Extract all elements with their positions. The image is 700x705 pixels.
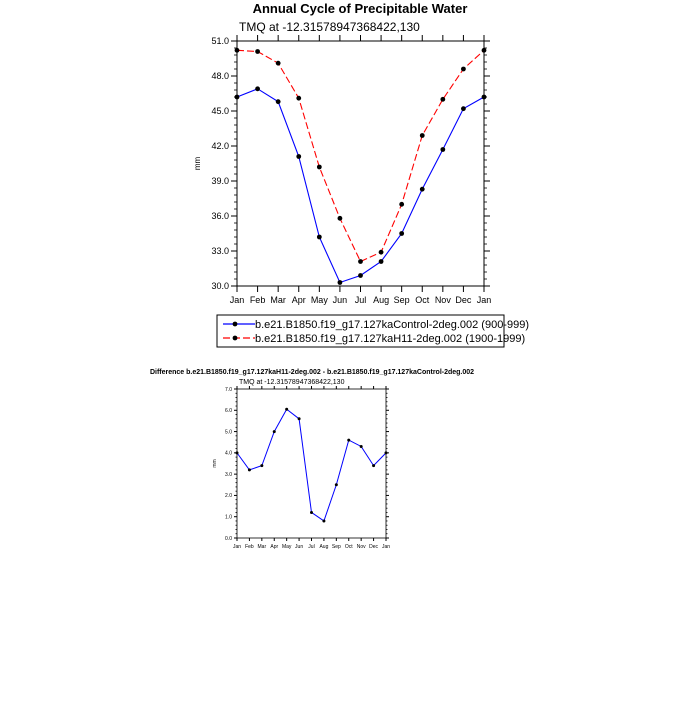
y-tick-label: 4.0: [225, 450, 232, 457]
data-point: [296, 154, 301, 159]
x-tick-label: Jun: [332, 295, 348, 305]
x-tick-label: Nov: [434, 295, 451, 305]
chart-subtitle: TMQ at -12.31578947368422,130: [239, 379, 345, 386]
x-tick-label: Dec: [369, 544, 379, 550]
data-point: [358, 259, 363, 264]
difference-chart: [150, 369, 474, 550]
y-tick-label: 30.0: [211, 281, 229, 292]
data-point: [440, 147, 445, 152]
chart-title: Annual Cycle of Precipitable Water: [252, 1, 468, 16]
y-tick-label: 1.0: [225, 514, 232, 521]
y-tick-label: 51.0: [211, 36, 229, 47]
series-line-1: [237, 409, 386, 521]
x-tick-label: Oct: [344, 544, 353, 550]
data-point: [235, 95, 240, 100]
x-tick-label: Oct: [415, 295, 430, 305]
legend-label: b.e21.B1850.f19_g17.127kaH11-2deg.002 (1900-1999): [255, 333, 526, 345]
data-point: [347, 439, 350, 442]
x-tick-label: May: [281, 544, 292, 550]
data-point: [236, 451, 239, 454]
x-tick-label: Apr: [270, 544, 279, 550]
chart-subtitle: TMQ at -12.31578947368422,130: [239, 20, 420, 34]
data-point: [358, 273, 363, 278]
data-point: [420, 187, 425, 192]
data-point: [322, 519, 325, 522]
legend-label: b.e21.B1850.f19_g17.127kaControl-2deg.002 (900-999): [255, 319, 529, 331]
x-tick-label: Jul: [354, 295, 367, 305]
data-point: [379, 250, 384, 255]
y-tick-label: 3.0: [225, 471, 232, 478]
y-tick-label: 39.0: [211, 176, 229, 187]
data-point: [317, 235, 322, 240]
x-tick-label: Apr: [291, 295, 306, 305]
x-tick-label: May: [310, 295, 328, 305]
x-tick-label: Dec: [455, 295, 472, 305]
data-point: [338, 216, 343, 221]
data-point: [255, 49, 260, 54]
chart-title: Difference b.e21.B1850.f19_g17.127kaH11-2deg.002 - b.e21.B1850.f19_g17.127kaControl-2deg.002: [149, 369, 475, 376]
data-point: [420, 133, 425, 138]
data-point: [255, 86, 260, 91]
data-point: [276, 99, 281, 104]
y-tick-label: 7.0: [225, 386, 232, 393]
plot-frame: [237, 389, 386, 538]
legend-marker: [233, 322, 238, 327]
x-tick-label: Feb: [249, 295, 266, 305]
data-point: [440, 97, 445, 102]
x-tick-label: Feb: [245, 544, 254, 550]
x-tick-label: Nov: [356, 544, 366, 550]
data-point: [385, 451, 388, 454]
x-tick-label: Aug: [319, 544, 329, 550]
y-tick-label: 5.0: [225, 429, 232, 436]
series-line-1: [237, 89, 484, 283]
legend-marker: [233, 336, 238, 341]
data-point: [482, 48, 487, 53]
data-point: [276, 61, 281, 66]
x-tick-label: Sep: [331, 544, 341, 550]
data-point: [399, 231, 404, 236]
x-tick-label: Mar: [270, 295, 286, 305]
data-point: [335, 483, 338, 486]
plot-frame: [237, 41, 484, 286]
data-point: [461, 106, 466, 111]
y-tick-label: 0.0: [225, 535, 232, 542]
data-point: [461, 67, 466, 72]
data-point: [482, 95, 487, 100]
data-point: [399, 202, 404, 207]
data-point: [260, 464, 263, 467]
data-point: [285, 408, 288, 411]
x-tick-label: Aug: [373, 295, 390, 305]
data-point: [298, 417, 301, 420]
x-tick-label: Jul: [308, 544, 315, 550]
x-tick-label: Jan: [229, 295, 245, 305]
y-tick-label: 6.0: [225, 408, 232, 415]
x-tick-label: Jan: [476, 295, 492, 305]
x-tick-label: Jun: [295, 544, 304, 550]
data-point: [310, 511, 313, 514]
data-point: [338, 280, 343, 285]
y-axis-label: mm: [193, 156, 202, 171]
data-point: [379, 259, 384, 264]
data-point: [296, 96, 301, 101]
data-point: [273, 430, 276, 433]
y-tick-label: 45.0: [211, 106, 229, 117]
annual-cycle-chart: [193, 1, 529, 347]
data-point: [360, 445, 363, 448]
data-point: [317, 165, 322, 170]
data-point: [372, 464, 375, 467]
y-tick-label: 48.0: [211, 71, 229, 82]
x-tick-label: Mar: [257, 544, 267, 550]
x-tick-label: Jan: [232, 544, 242, 550]
y-tick-label: 33.0: [211, 246, 229, 257]
x-tick-label: Jan: [381, 544, 391, 550]
x-tick-label: Sep: [393, 295, 410, 305]
y-axis-label: mm: [212, 459, 218, 468]
y-tick-label: 36.0: [211, 211, 229, 222]
data-point: [248, 468, 251, 471]
y-tick-label: 42.0: [211, 141, 229, 152]
data-point: [235, 48, 240, 53]
series-line-2: [237, 50, 484, 261]
y-tick-label: 2.0: [225, 493, 232, 500]
